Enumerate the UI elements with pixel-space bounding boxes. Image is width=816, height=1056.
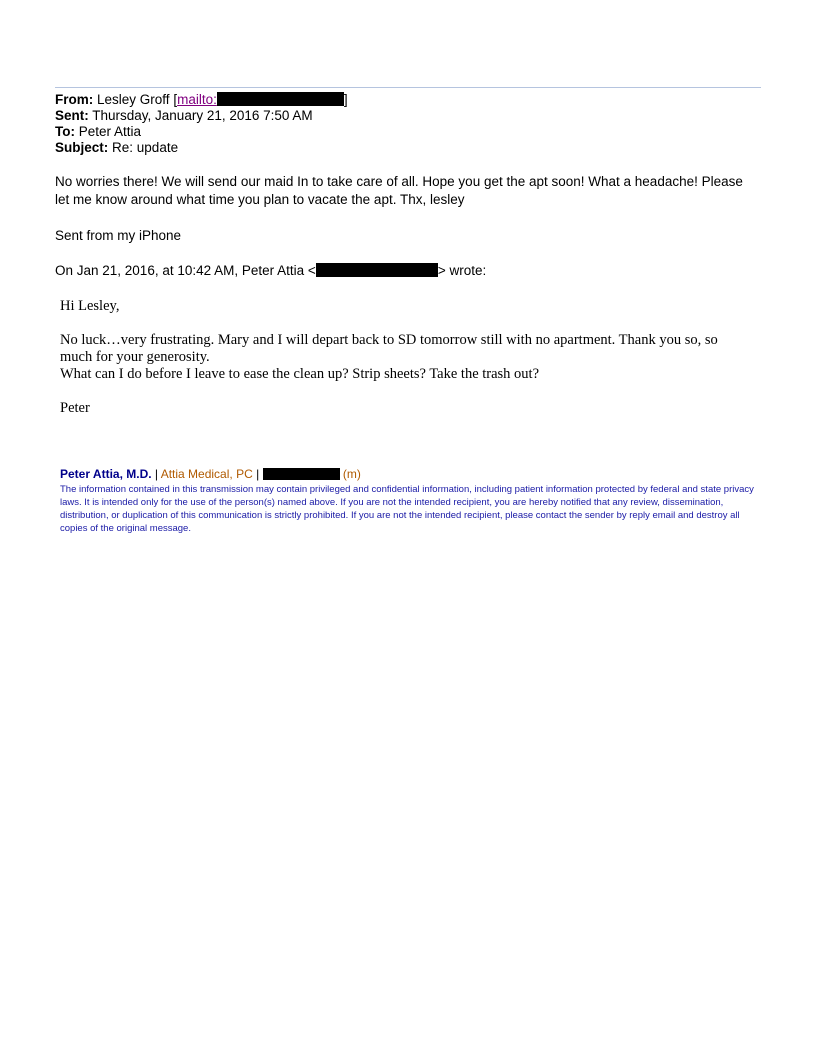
quoted-signoff: Peter	[60, 400, 90, 416]
quote-intro-prefix: On Jan 21, 2016, at 10:42 AM, Peter Attia <	[55, 263, 316, 278]
to-value: Peter Attia	[78, 124, 142, 139]
to-line	[55, 124, 141, 140]
subject-line	[55, 140, 178, 156]
sent-value: Thursday, January 21, 2016 7:50 AM	[92, 108, 313, 123]
signature-separator: |	[252, 467, 263, 481]
to-label: To:	[55, 124, 75, 139]
signature-line	[60, 467, 361, 481]
mailto-link[interactable]: mailto:	[177, 92, 217, 107]
redacted-email	[217, 92, 344, 106]
signature-org: Attia Medical, PC	[160, 467, 253, 481]
signature-separator: |	[151, 467, 161, 481]
from-bracket-open: [	[173, 92, 178, 107]
sent-from: Sent from my iPhone	[55, 228, 182, 243]
quote-intro-suffix: > wrote:	[437, 263, 487, 278]
header-divider	[55, 87, 761, 88]
subject-label: Subject:	[55, 140, 109, 155]
quote-intro	[55, 262, 760, 280]
sent-line	[55, 108, 313, 124]
from-line	[55, 92, 348, 108]
signature-phone-suffix: (m)	[342, 467, 361, 481]
sent-label: Sent:	[55, 108, 89, 123]
reply-text: No worries there! We will send our maid In to take care of all. Hope you get the apt soon! What a headache! Please let me know around what time you plan to vacate the apt. Thx, lesley	[55, 174, 743, 207]
from-label: From:	[55, 92, 94, 107]
quoted-line-1: No luck…very frustrating. Mary and I will depart back to SD tomorrow still with no apartment. Thank you so, so much for your generosity.	[60, 332, 718, 365]
from-bracket-close: ]	[343, 92, 348, 107]
signature-name: Peter Attia, M.D.	[60, 467, 152, 481]
quoted-line-2: What can I do before I leave to ease the clean up? Strip sheets? Take the trash out?	[60, 366, 540, 382]
from-name: Lesley Groff	[97, 92, 170, 107]
redacted-phone	[263, 468, 340, 480]
confidentiality-disclaimer: The information contained in this transmission may contain privileged and confidential information, including patient information protected by federal and state privacy laws. It is intended only for the use of the person(s) named above. If you are not the intended recipient, you are hereby notified that any review, dissemination, distribution, or duplication of this communication is strictly prohibited. If you are not the intended recipient, please contact the sender by reply email and destroy all copies of the original message.	[60, 484, 754, 534]
quoted-greeting: Hi Lesley,	[60, 298, 120, 314]
redacted-email	[316, 263, 438, 277]
subject-value: Re: update	[112, 140, 179, 155]
